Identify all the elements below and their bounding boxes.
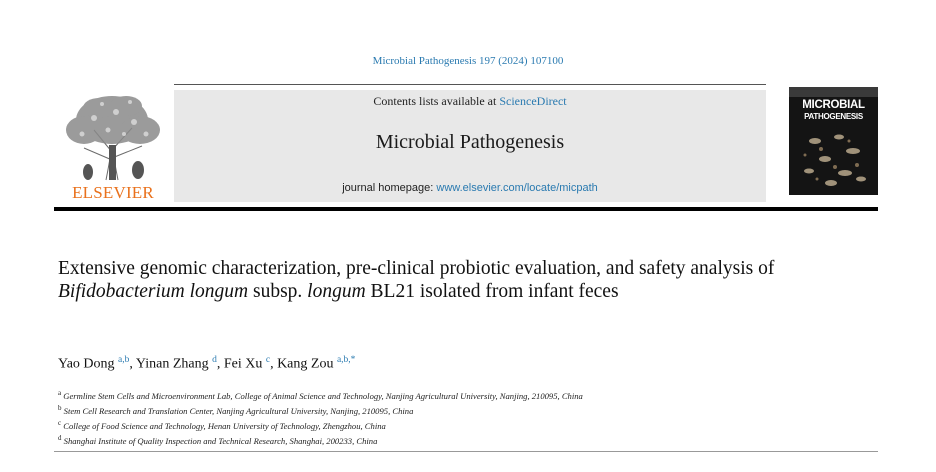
elsevier-wordmark: ELSEVIER: [72, 183, 154, 202]
affiliation-mark: a: [58, 389, 62, 397]
affiliation-item: [58, 402, 858, 417]
author-name[interactable]: Yao Dong: [58, 356, 115, 372]
affiliation-mark: c: [58, 418, 62, 427]
author-list: Yao Dong $^{a,b}$, Yinan Zhang $^d$, Fei Xu $^c$, Kang Zou $^{a,b,*}$: [58, 355, 356, 372]
affiliation-mark: d: [58, 433, 62, 442]
cover-top-strip: [789, 87, 878, 97]
author-name[interactable]: Fei Xu: [223, 356, 263, 372]
affiliation-mark: b: [58, 403, 62, 412]
cover-title-line1: MICROBIAL: [802, 99, 865, 111]
header-top-rule: [174, 84, 766, 85]
journal-header-band: [174, 90, 766, 202]
author-affiliation-marks[interactable]: a,b: [118, 355, 130, 365]
affiliation-item: [58, 432, 858, 447]
section-divider: [54, 451, 878, 452]
elsevier-tree-icon: [54, 90, 172, 182]
title-italic-subspecies: longum: [307, 281, 366, 302]
article-title: [58, 257, 818, 303]
title-part3: BL21 isolated from infant feces: [365, 281, 619, 302]
affiliation-item: [58, 387, 858, 402]
author-name[interactable]: Kang Zou: [277, 356, 334, 372]
author-affiliation-marks[interactable]: d: [212, 355, 217, 365]
affiliation-text: College of Food Science and Technology, Henan University of Technology, Zhengzhou, China: [63, 420, 386, 431]
journal-homepage-line: [174, 182, 766, 194]
affiliation-text: Stem Cell Research and Translation Center, Nanjing Agricultural University, Nanjing, 210095, China: [63, 405, 414, 416]
cover-microbe-art: [795, 127, 872, 191]
title-part1: Extensive genomic characterization, pre-clinical probiotic evaluation, and safety analysis of: [58, 258, 775, 279]
affiliation-text: Germline Stem Cells and Microenvironment Lab, College of Animal Science and Technology, Nanjing Agricultural University, Nanjing, 210095, China: [63, 390, 583, 401]
cover-title-line2: PATHOGENESIS: [804, 112, 863, 121]
homepage-label: journal homepage:: [342, 182, 437, 194]
contents-prefix: Contents lists available at: [373, 94, 500, 108]
title-part2: subsp.: [248, 281, 308, 302]
affiliation-list: [58, 387, 858, 446]
homepage-link[interactable]: www.elsevier.com/locate/micpath: [436, 182, 598, 194]
affiliation-item: [58, 417, 858, 432]
header-thick-rule: [54, 207, 878, 211]
journal-name: Microbial Pathogenesis: [375, 131, 565, 153]
author-affiliation-marks[interactable]: c: [265, 355, 271, 365]
sciencedirect-link[interactable]: ScienceDirect: [499, 94, 567, 108]
contents-available-line: [174, 94, 766, 109]
author-affiliation-marks[interactable]: a,b,*: [336, 355, 356, 365]
journal-cover-thumbnail[interactable]: [789, 87, 878, 195]
affiliation-text: Shanghai Institute of Quality Inspection and Technical Research, Shanghai, 200233, China: [63, 435, 378, 446]
author-name[interactable]: Yinan Zhang: [135, 356, 209, 372]
title-italic-species: Bifidobacterium longum: [58, 281, 249, 302]
journal-citation-link[interactable]: Microbial Pathogenesis 197 (2024) 107100: [372, 55, 564, 67]
elsevier-logo[interactable]: [54, 90, 172, 202]
